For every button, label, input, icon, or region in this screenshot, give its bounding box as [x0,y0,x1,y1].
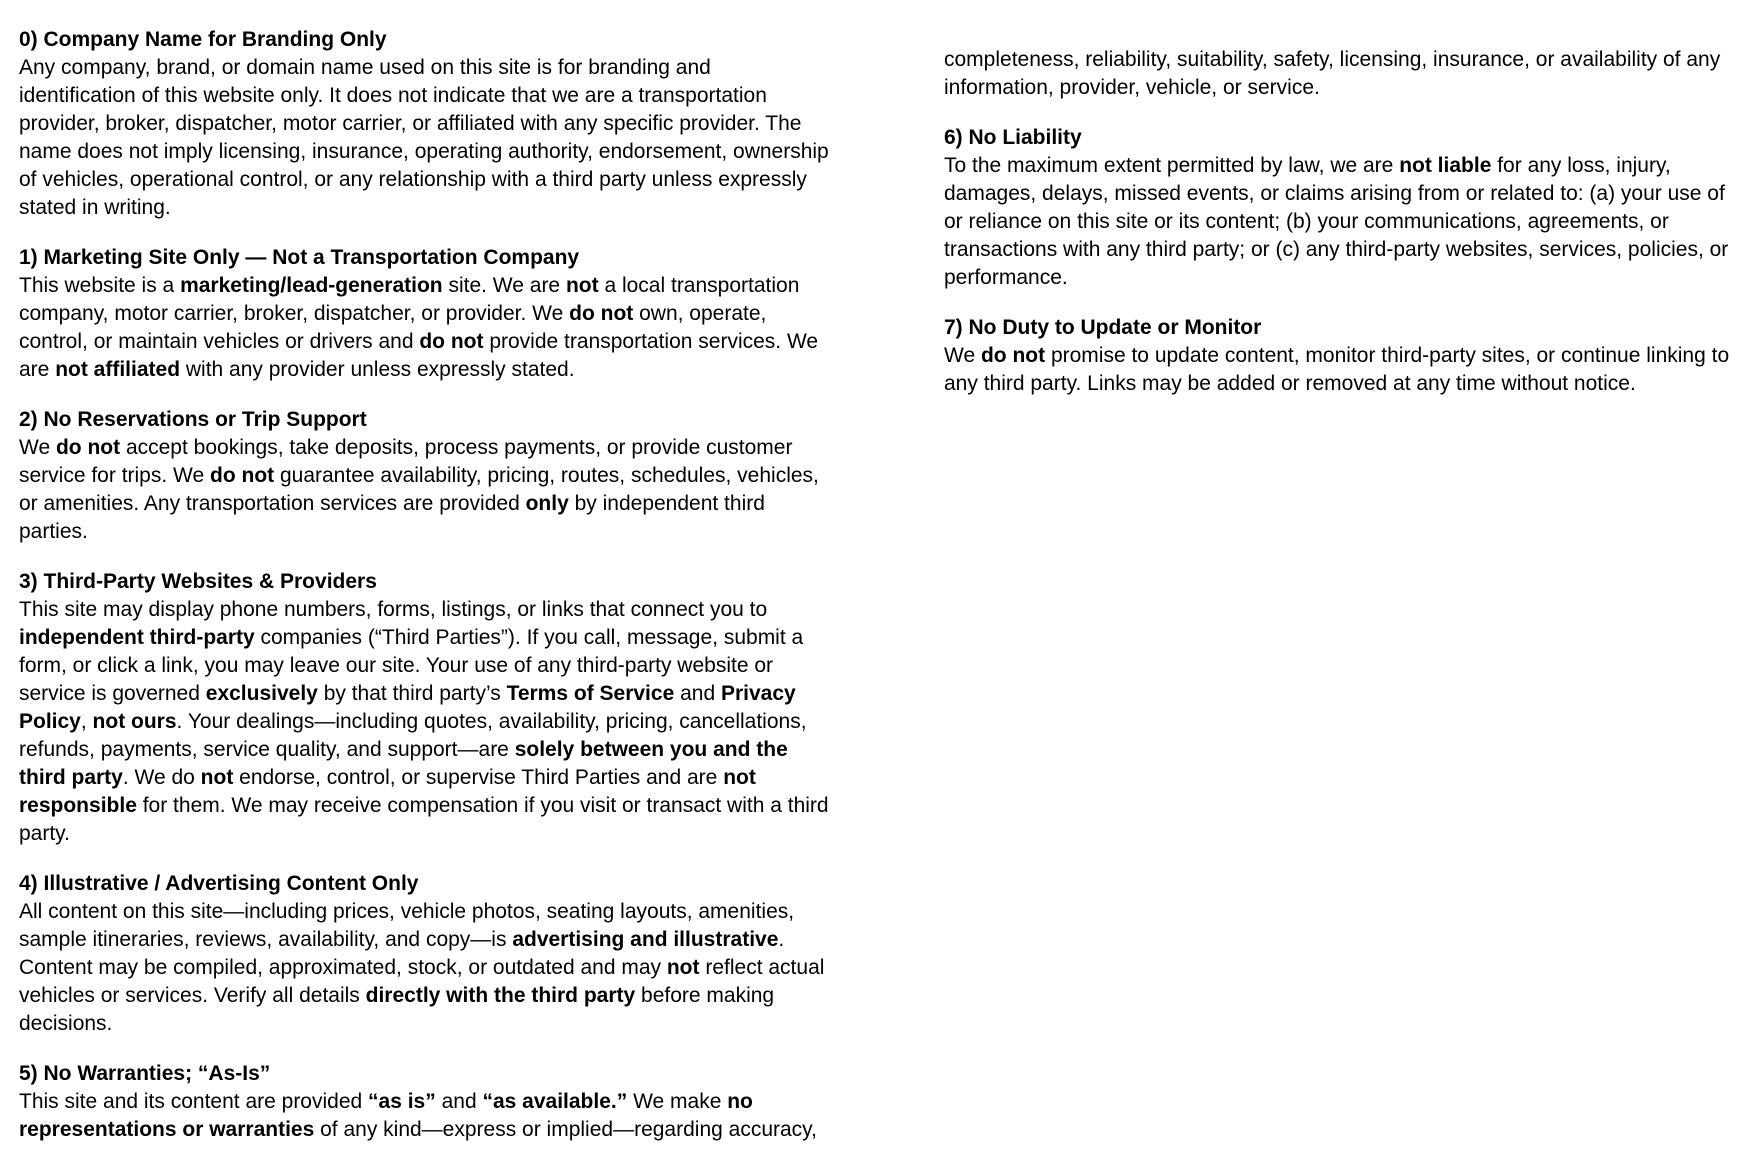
disclaimer-section [19,568,831,848]
disclaimer-section [944,314,1734,398]
bold-emphasis: do not [55,436,121,459]
section-body: This site may display phone numbers, forms, listings, or links that connect you to independent third-party companies (“Third Parties”). If you call, message, submit a form, or click a link, you may leave our site. Your use of any third-party website or service is governed exclusively by that third party’s Terms of Service and Privacy Policy, not ours. Your dealings—including quotes, availability, pricing, cancellations, refunds, payments, service quality, and support—are solely between you and the third party. We do not endorse, control, or supervise Third Parties and are not responsible for them. We may receive compensation if you visit or transact with a third party. [19,598,829,845]
disclaimer-section [19,1060,831,1144]
bold-emphasis: “as is” [368,1090,436,1113]
section-heading: 1) Marketing Site Only — Not a Transportation Company [19,246,580,269]
section-heading: 0) Company Name for Branding Only [19,28,387,51]
section-heading: 4) Illustrative / Advertising Content Only [19,872,419,895]
bold-emphasis: not responsible [19,766,756,817]
bold-emphasis: not [565,274,599,297]
bold-emphasis: do not [419,330,484,353]
section-body: completeness, reliability, suitability, safety, licensing, insurance, or availability of any information, provider, vehicle, or service. [944,48,1721,99]
bold-emphasis: not [666,956,700,979]
section-body: All content on this site—including prices, vehicle photos, seating layouts, amenities, sample itineraries, reviews, availability, and copy—is advertising and illustrative. Content may be compiled, approximated, stock, or outdated and may not reflect actual vehicles or services. Verify all details directly with the third party before making decisions. [19,900,825,1035]
bold-emphasis: Privacy Policy [19,682,796,733]
section-heading: 5) No Warranties; “As-Is” [19,1062,271,1085]
section-body: We do not accept bookings, take deposits, process payments, or provide customer service for trips. We do not guarantee availability, pricing, routes, schedules, vehicles, or amenities. Any transportation services are provided only by independent third parties. [19,436,819,543]
bold-emphasis: do not [980,344,1046,367]
disclaimer-section [944,124,1734,292]
section-body: We do not promise to update content, monitor third-party sites, or continue linking to any third party. Links may be added or removed at any time without notice. [944,344,1730,395]
bold-emphasis: advertising and illustrative [512,928,779,951]
bold-emphasis: exclusively [205,682,318,705]
bold-emphasis: do not [569,302,634,325]
section-body: This website is a marketing/lead-generation site. We are not a local transportation company, motor carrier, broker, dispatcher, or provider. We do not own, operate, control, or maintain vehicles or drivers and do not provide transportation services. We are not affiliated with any provider unless expressly stated. [19,274,819,381]
bold-emphasis: not ours [92,710,177,733]
bold-emphasis: not affiliated [55,358,181,381]
bold-emphasis: directly with the third party [365,984,636,1007]
section-heading: 6) No Liability [944,126,1082,149]
bold-emphasis: not [200,766,234,789]
right-column [944,46,1734,420]
section-body: To the maximum extent permitted by law, we are not liable for any loss, injury, damages, delays, missed events, or claims arising from or related to: (a) your use of or reliance on this site or its content; (b) your communications, agreements, or transactions with any third party; or (c) any third-party websites, services, policies, or performance. [944,154,1729,289]
section-body: Any company, brand, or domain name used on this site is for branding and identification of this website only. It does not indicate that we are a transportation provider, broker, dispatcher, motor carrier, or affiliated with any specific provider. The name does not imply licensing, insurance, operating authority, endorsement, ownership of vehicles, operational control, or any relationship with a third party unless expressly stated in writing. [19,56,829,219]
section-heading: 2) No Reservations or Trip Support [19,408,367,431]
section-heading: 7) No Duty to Update or Monitor [944,316,1262,339]
bold-emphasis: Terms of Service [506,682,675,705]
disclaimer-section [944,46,1734,102]
left-column [19,26,831,1166]
disclaimer-section [19,26,831,222]
bold-emphasis: do not [210,464,275,487]
bold-emphasis: not liable [1399,154,1492,177]
section-heading: 3) Third-Party Websites & Providers [19,570,377,593]
disclaimer-section [19,406,831,546]
bold-emphasis: independent third-party [19,626,255,649]
bold-emphasis: no representations or warranties [19,1090,753,1141]
disclaimer-section [19,870,831,1038]
section-body: This site and its content are provided “as is” and “as available.” We make no representations or warranties of any kind—express or implied—regarding accuracy, [19,1090,817,1141]
bold-emphasis: solely between you and the third party [19,738,788,789]
disclaimer-section [19,244,831,384]
bold-emphasis: “as available.” [482,1090,628,1113]
bold-emphasis: marketing/lead-generation [180,274,443,297]
bold-emphasis: only [525,492,569,515]
